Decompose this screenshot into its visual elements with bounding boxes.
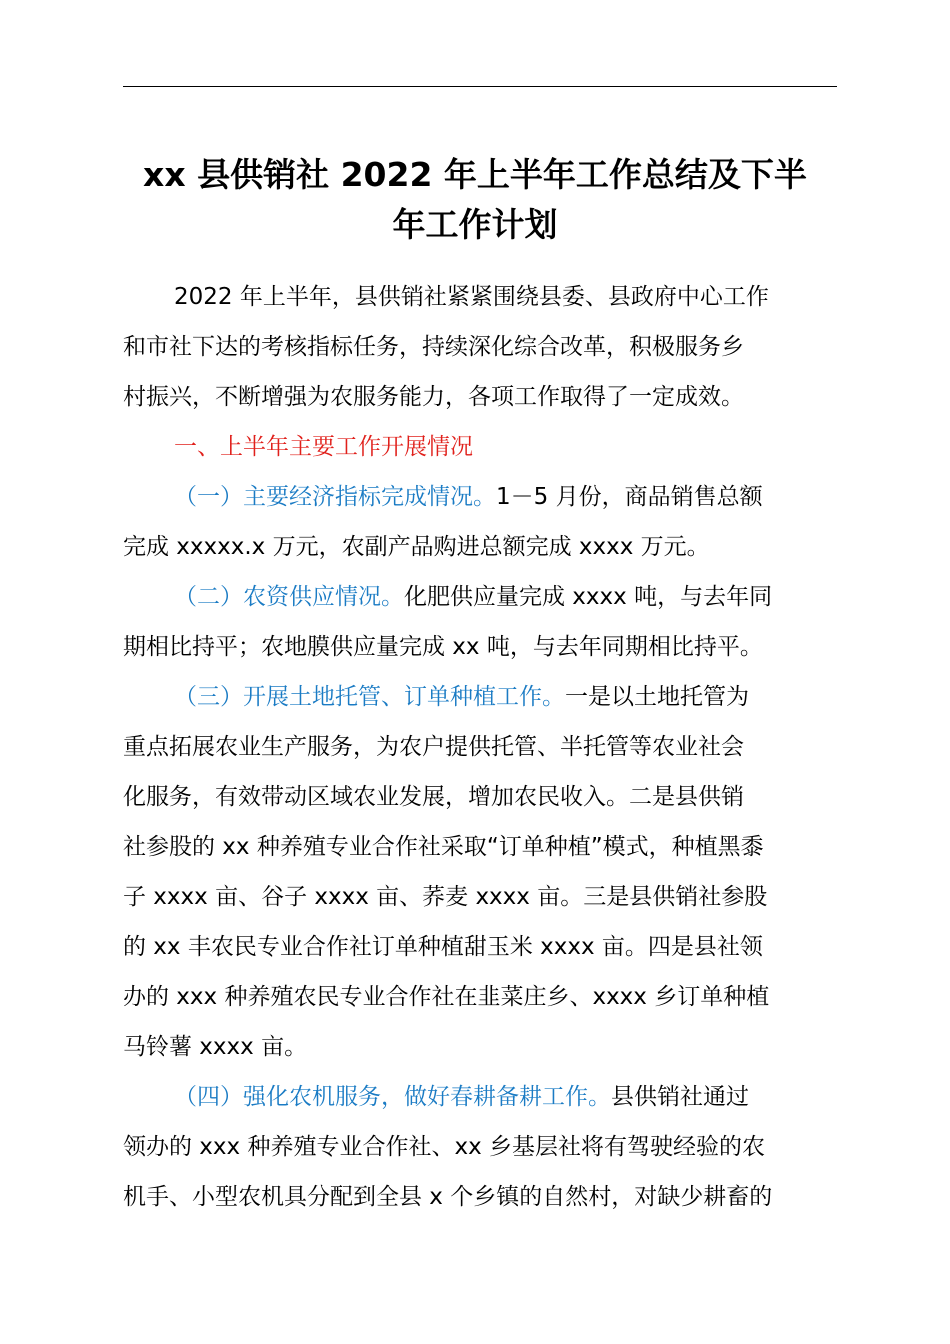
item-line: 社参股的 xx 种养殖专业合作社采取“订单种植”模式，种植黑黍 <box>123 834 764 860</box>
item-first-line <box>123 572 837 622</box>
item-line: 马铃薯 xxxx 亩。 <box>123 1034 308 1060</box>
section-heading-1 <box>123 422 837 472</box>
item-paragraph-3 <box>123 672 837 1072</box>
intro-line: 2022 年上半年，县供销社紧紧围绕县委、县政府中心工作 <box>174 284 769 310</box>
item-paragraph-2 <box>123 572 837 672</box>
item-line: 的 xx 丰农民专业合作社订单种植甜玉米 xxxx 亩。四是县社领 <box>123 934 763 960</box>
intro-line: 和市社下达的考核指标任务，持续深化综合改革，积极服务乡 <box>123 334 744 360</box>
item-first-line <box>123 1072 837 1122</box>
item-line: 期相比持平；农地膜供应量完成 xx 吨，与去年同期相比持平。 <box>123 634 763 660</box>
document-title <box>100 150 850 250</box>
item-line: 机手、小型农机具分配到全县 x 个乡镇的自然村，对缺少耕畜的 <box>123 1184 773 1210</box>
item-text: 一是以土地托管为 <box>565 684 749 710</box>
header-rule <box>123 86 837 87</box>
item-first-line <box>123 672 837 722</box>
title-line-2: 年工作计划 <box>392 205 558 244</box>
item-heading: （四）强化农机服务，做好春耕备耕工作。 <box>174 1084 611 1110</box>
title-line-1: xx 县供销社 2022 年上半年工作总结及下半 <box>143 155 807 194</box>
intro-line: 村振兴，不断增强为农服务能力，各项工作取得了一定成效。 <box>123 384 744 410</box>
item-paragraph-1 <box>123 472 837 572</box>
item-heading: （一）主要经济指标完成情况。 <box>174 484 496 510</box>
item-line: 办的 xxx 种养殖农民专业合作社在韭菜庄乡、xxxx 乡订单种植 <box>123 984 770 1010</box>
item-line: 子 xxxx 亩、谷子 xxxx 亩、荞麦 xxxx 亩。三是县供销社参股 <box>123 884 768 910</box>
item-text: 县供销社通过 <box>611 1084 749 1110</box>
item-line: 完成 xxxxx.x 万元，农副产品购进总额完成 xxxx 万元。 <box>123 534 710 560</box>
intro-paragraph <box>123 272 837 422</box>
item-heading: （二）农资供应情况。 <box>174 584 404 610</box>
section-heading-text: 一、上半年主要工作开展情况 <box>174 434 473 460</box>
document-body <box>123 272 837 1222</box>
item-line: 化服务，有效带动区域农业发展，增加农民收入。二是县供销 <box>123 784 744 810</box>
item-line: 领办的 xxx 种养殖专业合作社、xx 乡基层社将有驾驶经验的农 <box>123 1134 765 1160</box>
item-line: 重点拓展农业生产服务，为农户提供托管、半托管等农业社会 <box>123 734 744 760</box>
item-first-line <box>123 472 837 522</box>
item-text: 1－5 月份，商品销售总额 <box>496 484 763 510</box>
item-text: 化肥供应量完成 xxxx 吨，与去年同 <box>404 584 773 610</box>
item-heading: （三）开展土地托管、订单种植工作。 <box>174 684 565 710</box>
item-paragraph-4 <box>123 1072 837 1222</box>
